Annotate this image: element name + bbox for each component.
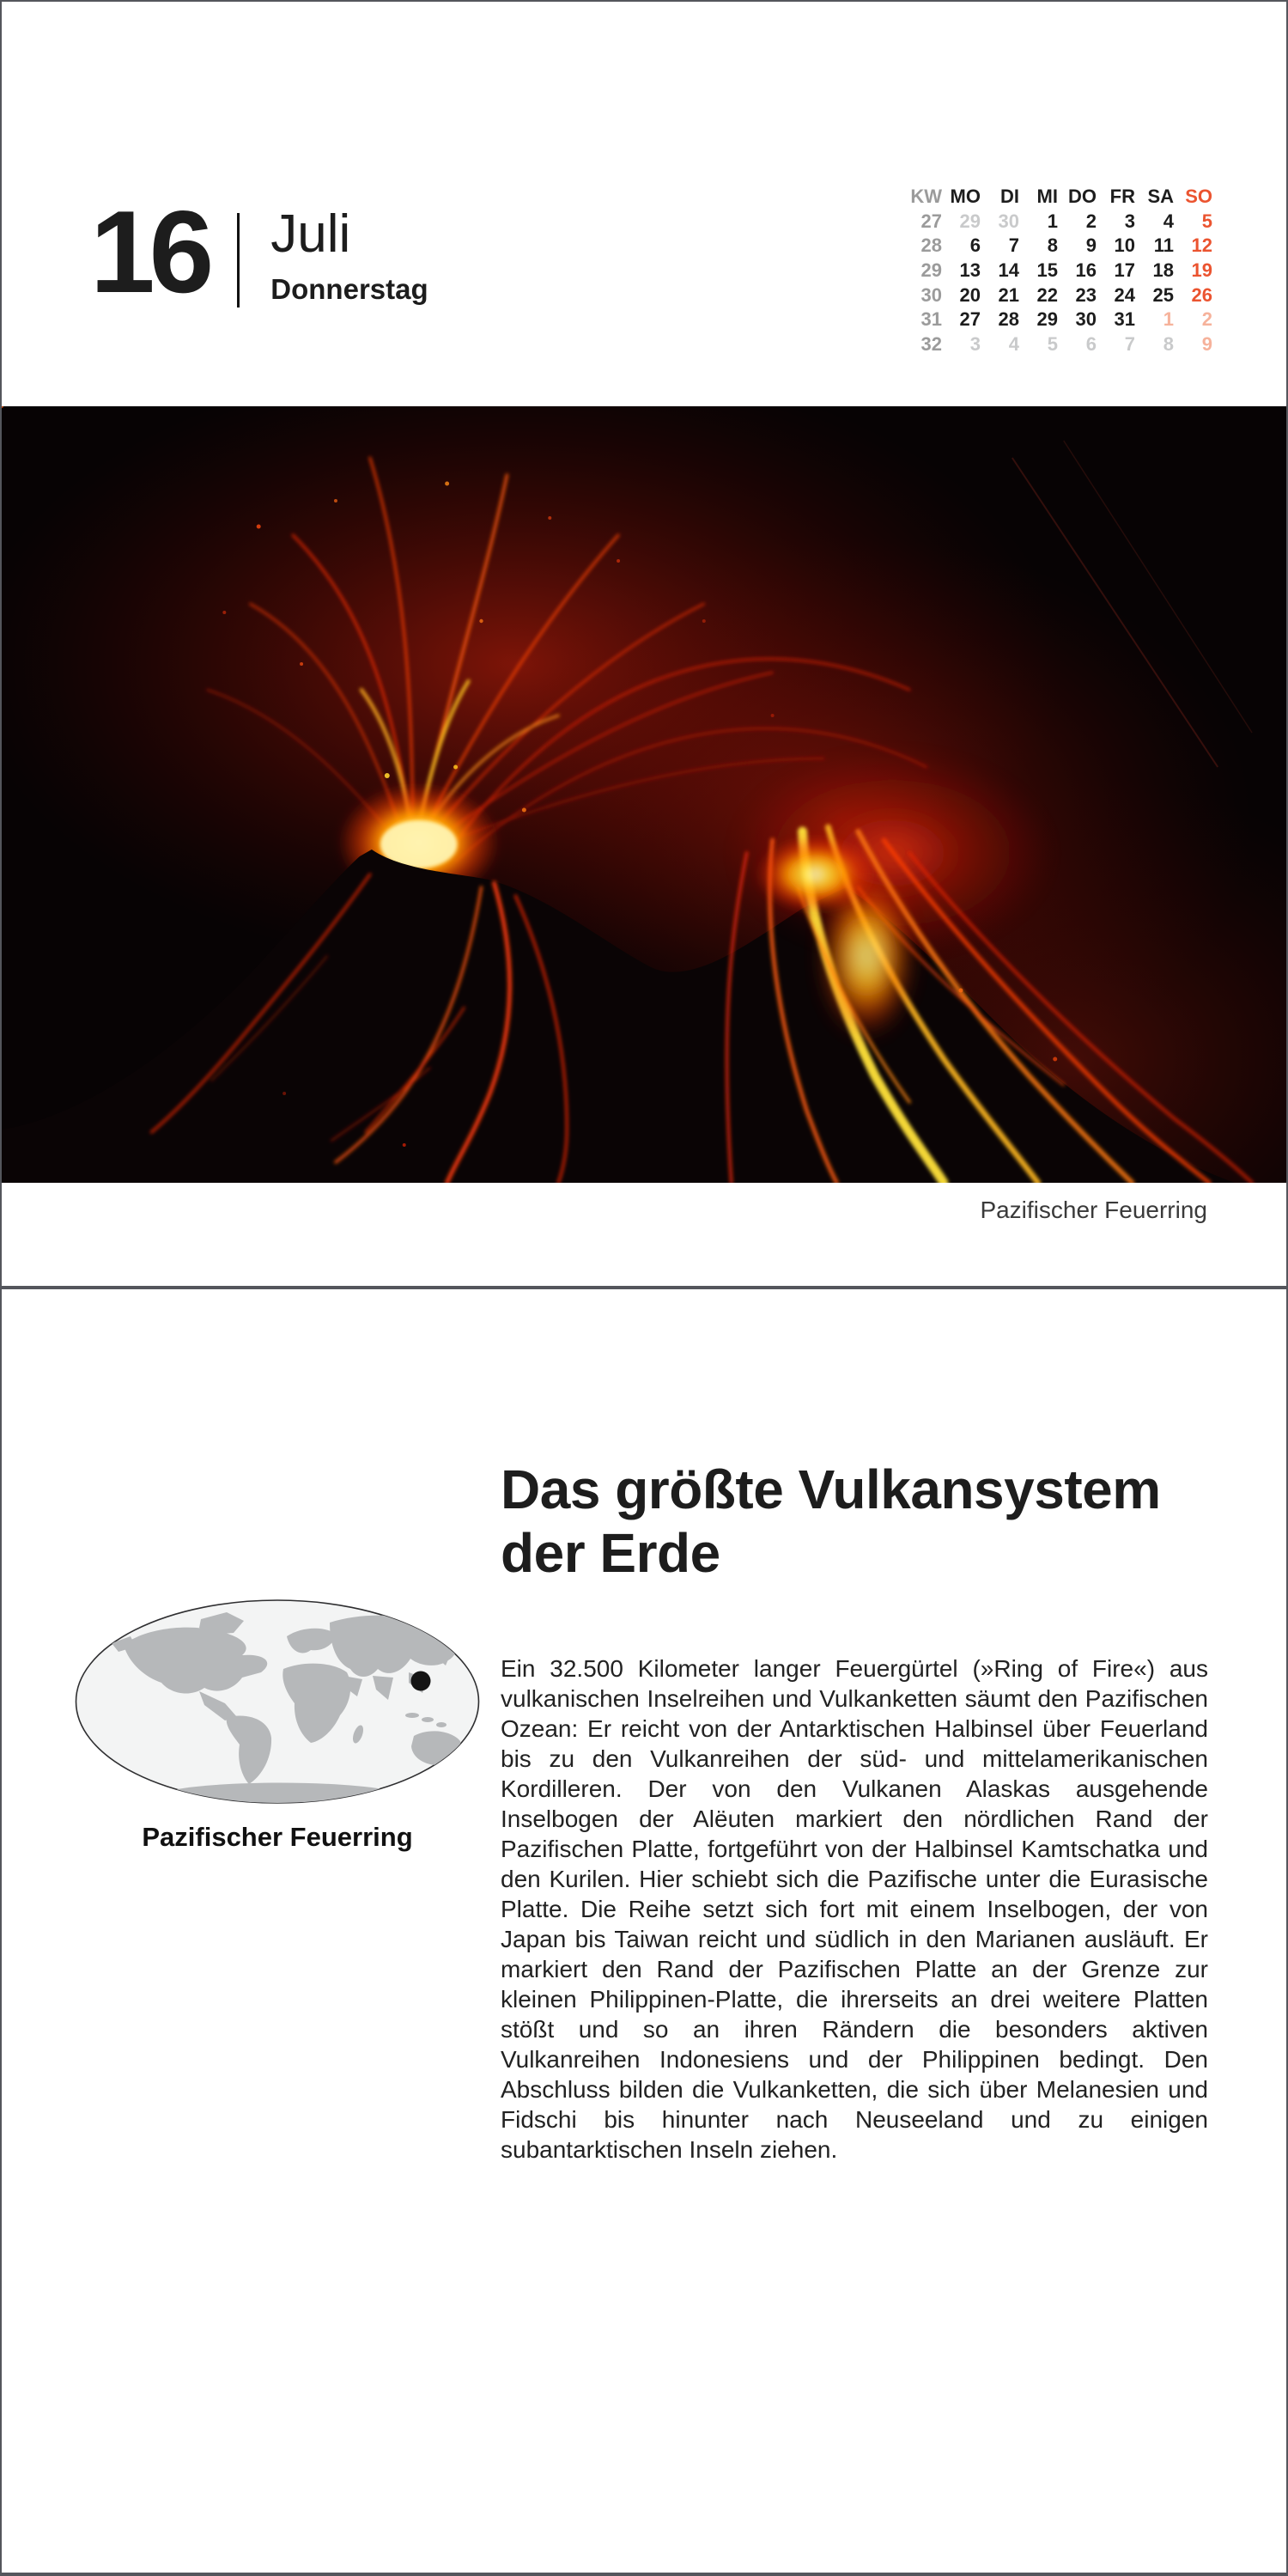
calendar-day: 1	[1163, 308, 1174, 331]
calendar-header-di: DI	[1000, 186, 1019, 208]
day-number: 16	[90, 186, 209, 317]
article-title-line2: der Erde	[501, 1522, 720, 1584]
calendar-day: 14	[998, 259, 1019, 282]
island-new-zealand	[462, 1762, 469, 1772]
calendar-header-fr: FR	[1109, 186, 1135, 208]
calendar-day: 2	[1201, 308, 1212, 331]
calendar-day: 25	[1152, 283, 1174, 306]
volcano-illustration	[2, 406, 1286, 1183]
calendar-week-number: 30	[920, 283, 942, 306]
calendar-day: 22	[1036, 283, 1058, 306]
calendar-day: 12	[1191, 234, 1212, 257]
world-map-illustration	[74, 1599, 481, 1805]
map-label: Pazifischer Feuerring	[142, 1822, 413, 1852]
world-map	[74, 1599, 481, 1805]
calendar-day: 19	[1191, 259, 1212, 282]
date-header	[90, 186, 428, 317]
calendar-day: 27	[959, 308, 981, 331]
calendar-day: 6	[969, 234, 981, 257]
article-title	[501, 1458, 1161, 1585]
calendar-day: 6	[1085, 332, 1097, 355]
calendar-day: 30	[998, 210, 1019, 232]
article-body: Ein 32.500 Kilometer langer Feuergürtel (»Ring of Fire«) aus vulkanischen Inselreihen und Vulkanketten säumt den Pazifischen Ozean: Er reicht von der Antarktischen Halbinsel über Feuerland bis zu den Vulkanreihen der süd- und mittelamerikanischen Kordilleren. Der von den Vulkanen Alaskas ausgehende Inselbogen der Alëuten markiert den nördlichen Rand der Pazifischen Platte, fortgeführt von der Halbinsel Kamtschatka und den Kurilen. Hier schiebt sich die Pazifische unter die Eurasische Platte. Die Reihe setzt sich fort mit einem Inselbogen, der von Japan bis Taiwan reicht und südlich in den Marianen ausläuft. Er markiert den Rand der Pazifischen Platte an der Grenze zur kleinen Philippinen-Platte, die ihrerseits an drei weitere Platten stößt und so an ihren Rändern die besonders aktiven Vulkanreihen Indonesiens und der Philippinen bedingt. Den Abschluss bilden die Vulkanketten, die sich über Melanesien und Fidschi bis hinunter nach Neuseeland und zu einigen subantarktischen Inseln ziehen.	[501, 1655, 1208, 2163]
calendar-day: 17	[1114, 259, 1135, 282]
calendar-day: 26	[1191, 283, 1212, 306]
photo-caption: Pazifischer Feuerring	[980, 1197, 1207, 1223]
volcano-photo	[2, 406, 1286, 1183]
calendar-day: 29	[959, 210, 981, 232]
calendar-week-number: 29	[920, 259, 942, 282]
calendar-day: 4	[1163, 210, 1174, 232]
calendar-day: 3	[969, 332, 981, 355]
calendar-day: 18	[1152, 259, 1174, 282]
calendar-day: 5	[1047, 332, 1058, 355]
island-indonesia-2	[422, 1717, 434, 1722]
calendar-day: 21	[998, 283, 1019, 306]
calendar-day: 9	[1085, 234, 1097, 257]
calendar-week-number: 28	[920, 234, 942, 257]
weekday-label: Donnerstag	[270, 273, 428, 305]
month-label: Juli	[270, 204, 351, 264]
continent-antarctica	[177, 1783, 383, 1806]
calendar-day: 2	[1085, 210, 1097, 232]
calendar-header-mo: MO	[950, 186, 981, 208]
calendar-header-kw: KW	[910, 186, 942, 208]
article-sheet	[0, 1288, 1288, 2576]
calendar-day: 10	[1114, 234, 1135, 257]
island-indonesia-3	[436, 1722, 447, 1727]
calendar-week-number: 27	[920, 210, 942, 232]
article-title-line1: Das größte Vulkansystem	[501, 1459, 1161, 1520]
calendar-day: 24	[1114, 283, 1135, 306]
calendar-day: 13	[959, 259, 981, 282]
calendar-day: 9	[1201, 332, 1212, 355]
calendar-day: 4	[1008, 332, 1019, 355]
calendar-day: 31	[1114, 308, 1135, 331]
calendar-week-number: 32	[920, 332, 942, 355]
calendar-header-sa: SA	[1147, 186, 1174, 208]
calendar-day: 8	[1163, 332, 1174, 355]
calendar-week-number: 31	[920, 308, 942, 331]
calendar-header-do: DO	[1068, 186, 1097, 208]
calendar-day: 11	[1153, 234, 1174, 257]
calendar-day: 20	[959, 283, 981, 306]
mini-calendar	[899, 185, 1212, 356]
calendar-header-so: SO	[1185, 186, 1212, 208]
calendar-day: 29	[1036, 308, 1058, 331]
calendar-day: 5	[1201, 210, 1212, 232]
calendar-day: 15	[1036, 259, 1058, 282]
calendar-day: 7	[1008, 234, 1019, 257]
calendar-day: 3	[1124, 210, 1135, 232]
calendar-day: 30	[1075, 308, 1097, 331]
calendar-day: 23	[1075, 283, 1097, 306]
date-divider	[237, 213, 240, 308]
calendar-day: 16	[1075, 259, 1097, 282]
location-marker-dot	[411, 1672, 431, 1691]
calendar-header-mi: MI	[1036, 186, 1058, 208]
calendar-day: 7	[1124, 332, 1135, 355]
calendar-day: 8	[1047, 234, 1058, 257]
island-indonesia-1	[405, 1713, 419, 1718]
calendar-day: 1	[1047, 210, 1058, 232]
calendar-day: 28	[998, 308, 1019, 331]
